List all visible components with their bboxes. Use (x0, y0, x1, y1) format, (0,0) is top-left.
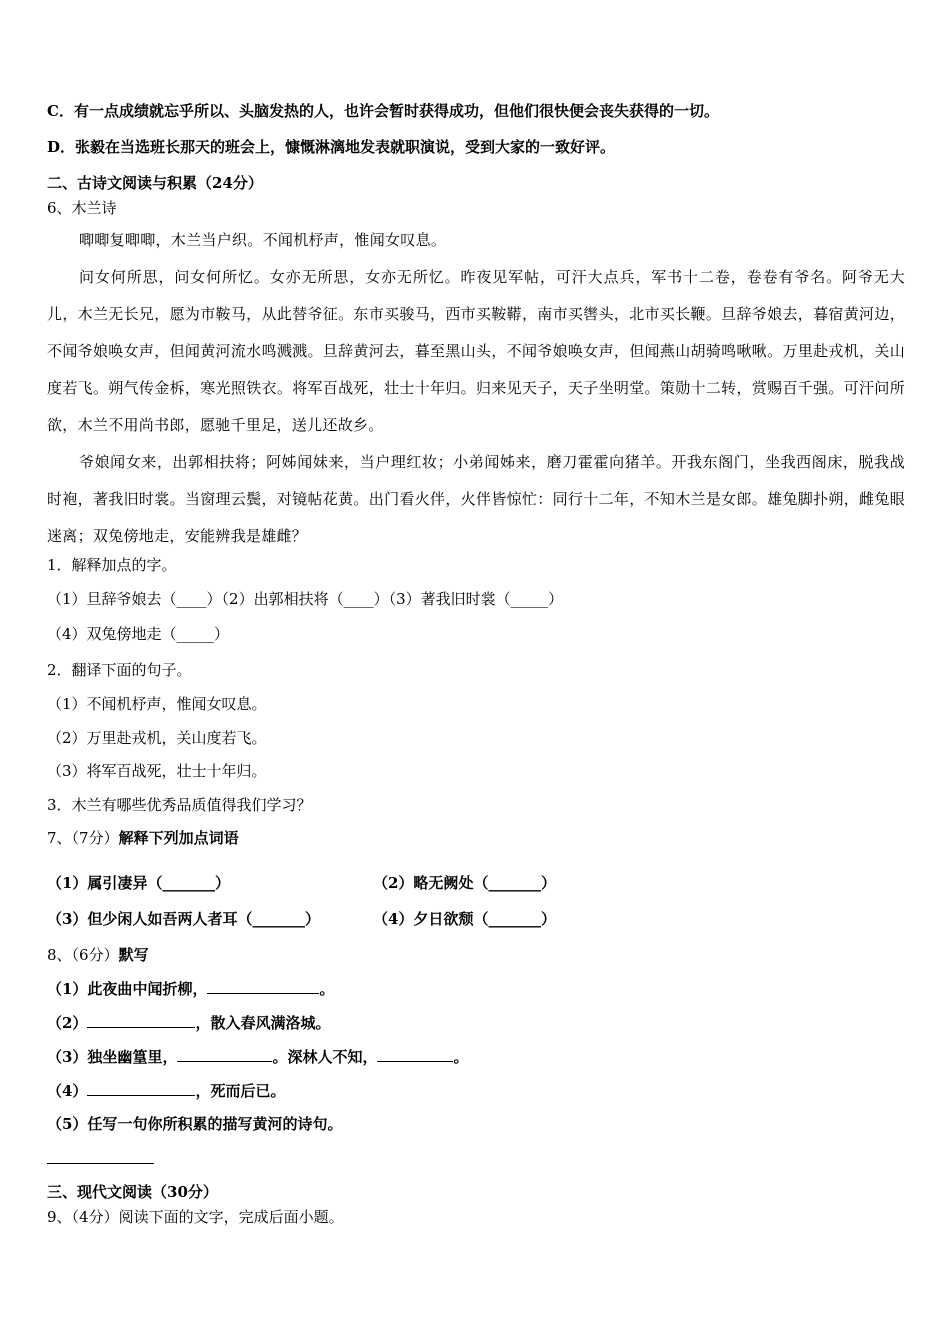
q8-instruction: 默写 (118, 946, 149, 964)
answer-blank[interactable] (377, 1046, 453, 1062)
q6-sub2-item2: （2）万里赴戎机，关山度若飞。 (47, 729, 267, 747)
q8-line-3-mid: 。深林人不知， (272, 1048, 378, 1066)
q8-number: 8、（6分） (47, 946, 119, 964)
q8-line-4-num: （4） (47, 1082, 88, 1100)
q7-number: 7、（7分） (47, 829, 119, 847)
section3-title: 三、现代文阅读（30分） (47, 1183, 218, 1201)
q6-sub2-item3: （3）将军百战死，壮士十年归。 (47, 762, 267, 780)
q8-line-2-num: （2） (47, 1014, 88, 1032)
q8-line-4 (47, 1080, 285, 1101)
q6-title: 6、木兰诗 (47, 199, 117, 217)
answer-blank[interactable] (207, 978, 319, 994)
q8-line-3-text: （3）独坐幽篁里， (47, 1048, 178, 1066)
q6-sub1-row2: （4）双兔傍地走（_____） (47, 625, 230, 643)
option-d: D．张毅在当选班长那天的班会上，慷慨淋漓地发表就职演说，受到大家的一致好评。 (47, 138, 616, 156)
poem-text (47, 222, 905, 555)
poem-paragraph-2: 问女何所思，问女何所忆。女亦无所思，女亦无所忆。昨夜见军帖，可汗大点兵，军书十二卷，卷卷有爷名。阿爷无大儿，木兰无长兄，愿为市鞍马，从此替爷征。东市买骏马，西市买鞍鞯，南市买辔头，北市买长鞭。旦辞爷娘去，暮宿黄河边，不闻爷娘唤女声，但闻黄河流水鸣溅溅。旦辞黄河去，暮至黑山头，不闻爷娘唤女声，但闻燕山胡骑鸣啾啾。万里赴戎机，关山度若飞。朔气传金柝，寒光照铁衣。将军百战死，壮士十年归。归来见天子，天子坐明堂。策勋十二转，赏赐百千强。可汗问所欲，木兰不用尚书郎，愿驰千里足，送儿还故乡。 (47, 268, 905, 434)
section2-title: 二、古诗文阅读与积累（24分） (47, 174, 263, 192)
q7-title (47, 828, 239, 848)
q8-line-5: （5）任写一句你所积累的描写黄河的诗句。 (47, 1115, 343, 1133)
q8-line-1 (47, 978, 334, 999)
q6-sub3: 3．木兰有哪些优秀品质值得我们学习？ (47, 796, 312, 814)
q7-item-1: （1）属引凄异（_______） (47, 874, 230, 892)
poem-paragraph-3: 爷娘闻女来，出郭相扶将；阿姊闻妹来，当户理红妆；小弟闻姊来，磨刀霍霍向猪羊。开我东阁门，坐我西阁床，脱我战时袍，著我旧时裳。当窗理云鬓，对镜帖花黄。出门看火伴，火伴皆惊忙：同行十二年，不知木兰是女郎。雄兔脚扑朔，雌兔眼迷离；双兔傍地走，安能辨我是雄雌？ (47, 453, 905, 545)
q6-sub2-item1: （1）不闻机杼声，惟闻女叹息。 (47, 695, 267, 713)
q8-title (47, 945, 149, 965)
q8-line-2-text: ，散入春风满洛城。 (195, 1014, 331, 1032)
q8-line-4-text: ，死而后已。 (195, 1082, 286, 1100)
q8-line-1-end: 。 (319, 980, 335, 998)
q8-line-1-text: （1）此夜曲中闻折柳， (47, 980, 208, 998)
q6-sub1: 1．解释加点的字。 (47, 556, 177, 574)
q7-item-2: （2）略无阙处（_______） (373, 874, 556, 892)
answer-blank[interactable] (177, 1046, 272, 1062)
q6-sub1-row1: （1）旦辞爷娘去（____）（2）出郭相扶将（____）（3）著我旧时裳（_____） (47, 590, 564, 608)
q9-title: 9、（4分）阅读下面的文字，完成后面小题。 (47, 1208, 344, 1226)
q8-line-3 (47, 1046, 468, 1067)
answer-line[interactable] (47, 1163, 154, 1164)
q8-line-2 (47, 1012, 330, 1033)
q7-item-4: （4）夕日欲颓（_______） (373, 910, 556, 928)
q7-item-3: （3）但少闲人如吾两人者耳（_______） (47, 910, 320, 928)
q6-sub2: 2．翻译下面的句子。 (47, 661, 192, 679)
q7-instruction: 解释下列加点词语 (118, 829, 239, 847)
option-c: C．有一点成绩就忘乎所以、头脑发热的人，也许会暂时获得成功，但他们很快便会丧失获得的一切。 (47, 102, 719, 120)
answer-blank[interactable] (87, 1080, 195, 1096)
answer-blank[interactable] (87, 1012, 195, 1028)
q8-line-3-end: 。 (453, 1048, 469, 1066)
poem-paragraph-1: 唧唧复唧唧，木兰当户织。不闻机杼声，惟闻女叹息。 (79, 231, 447, 249)
